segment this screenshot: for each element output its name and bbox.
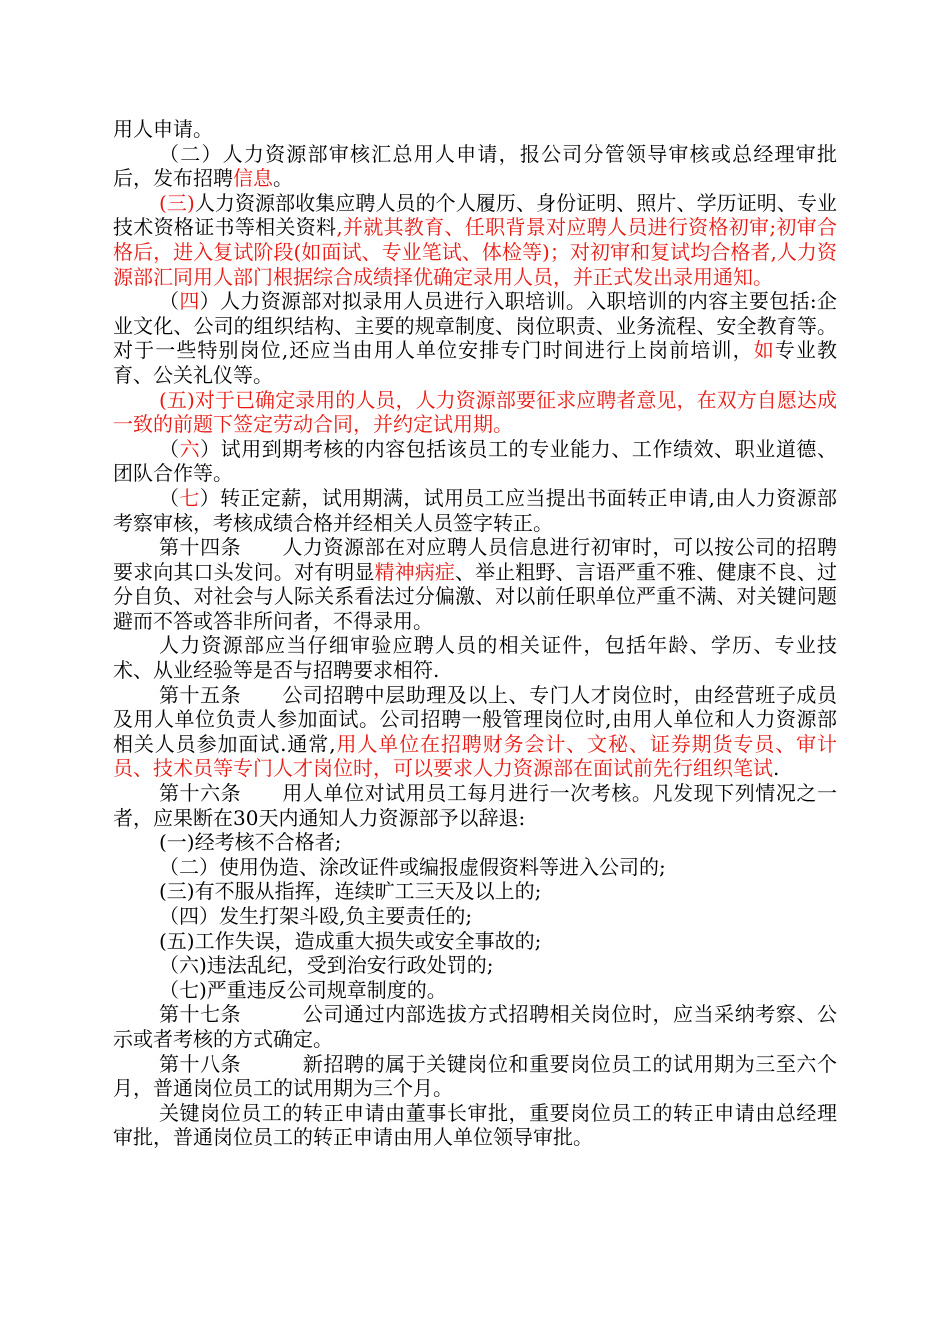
- highlighted-text: 四: [179, 289, 200, 314]
- paragraph: [113, 437, 837, 486]
- text-run: (一)经考核不合格者;: [159, 830, 342, 855]
- text-run: (三)有不服从指挥，连续旷工三天及以上的;: [159, 879, 542, 904]
- text-run: .: [773, 756, 780, 781]
- highlighted-text: 六: [179, 436, 201, 461]
- document-body: [113, 117, 837, 1150]
- text-run: 人力资源部收集应聘人员的个人履历、身份证明、照片、学历证明、专业技术资格证书等相关资料: [113, 190, 837, 240]
- paragraph: [113, 929, 837, 954]
- text-run: 用人申请。: [113, 117, 213, 141]
- text-run: （七)严重违反公司规章制度的。: [159, 977, 447, 1002]
- paragraph: [113, 633, 837, 682]
- paragraph: [113, 953, 837, 978]
- text-run: （: [159, 289, 180, 314]
- paragraph: [113, 142, 837, 191]
- paragraph: [113, 879, 837, 904]
- text-run: ）人力资源部对拟录用人员进行入职培训。入职培训的内容主要包括:企业文化、公司的组织结构、主要的规章制度、岗位职责、业务流程、安全教育等。对于一些特别岗位,还应当由用人单位安排专门时间进行上岗前培训，: [113, 289, 837, 363]
- paragraph: [113, 535, 837, 633]
- highlighted-text: ,并就其教育、任职背景对应聘人员进行资格初审;初审合格后，进入复试阶段(如面试、专业笔试、体检等)；对初审和复试均合格者,人力资源部汇同用人部门根据综合成绩择优确定录用人员，并正式发出录用通知。: [113, 215, 837, 289]
- text-run: 第十六条 用人单位对试用员工每月进行一次考核。凡发现下列情况之一者，应果断在30天内通知人力资源部予以辞退:: [113, 781, 837, 830]
- text-run: 第十八条 新招聘的属于关键岗位和重要岗位员工的试用期为三至六个月，普通岗位员工的试用期为三个月。: [113, 1051, 837, 1101]
- text-run: （二）人力资源部审核汇总用人申请，报公司分管领导审核或总经理审批后，发布招聘: [113, 141, 837, 191]
- text-run: （二）使用伪造、涂改证件或编报虚假资料等进入公司的;: [159, 854, 666, 879]
- paragraph: [113, 388, 837, 437]
- paragraph: [113, 1101, 837, 1150]
- highlighted-text: 七: [179, 485, 200, 510]
- paragraph: [113, 486, 837, 535]
- text-run: 。: [273, 166, 293, 191]
- paragraph: [113, 1002, 837, 1051]
- text-run: （: [159, 485, 180, 510]
- paragraph: [113, 191, 837, 289]
- highlighted-text: 用人单位在招聘财务会计、文秘、证券期货专员、审计员、技术员等专门人才岗位时，可以要求人力资源部在面试前先行组织笔试: [113, 731, 837, 781]
- paragraph: [113, 830, 837, 855]
- text-run: （四）发生打架斗殴,负主要责任的;: [159, 904, 473, 928]
- text-run: 、举止粗野、言语严重不雅、健康不良、过分自负、对社会与人际关系看法过分偏激、对以前任职单位严重不满、对关键问题避而不答或答非所问者，不得录用。: [113, 559, 838, 633]
- text-run: （: [159, 436, 180, 461]
- paragraph: [113, 1052, 837, 1101]
- text-run: 第十五条 公司招聘中层助理及以上、专门人才岗位时，由经营班子成员及用人单位负责人参加面试。公司招聘一般管理岗位时,由用人单位和人力资源部相关人员参加面试.通常,: [113, 682, 837, 756]
- highlighted-text: (三): [159, 190, 195, 215]
- paragraph: [113, 904, 837, 929]
- text-run: 第十七条 公司通过内部选拔方式招聘相关岗位时，应当采纳考察、公示或者考核的方式确定。: [113, 1002, 837, 1051]
- paragraph: [113, 781, 837, 830]
- highlighted-text: 如: [753, 338, 775, 363]
- highlighted-text: 精神病症: [374, 559, 455, 584]
- text-run: 关键岗位员工的转正申请由董事长审批，重要岗位员工的转正申请由总经理审批，普通岗位员工的转正申请由用人单位领导审批。: [113, 1100, 837, 1150]
- text-run: 第十四条 人力资源部在对应聘人员信息进行初审时，可以按公司的招聘要求向其口头发问。对有明显: [113, 535, 837, 584]
- paragraph: [113, 117, 837, 142]
- text-run: ）试用到期考核的内容包括该员工的专业能力、工作绩效、职业道德、团队合作等。: [113, 436, 837, 486]
- highlighted-text: (五)对于已确定录用的人员，人力资源部要征求应聘者意见，在双方自愿达成一致的前题下签定劳动合同，并约定试用期。: [113, 387, 837, 437]
- text-run: （六)违法乱纪，受到治安行政处罚的;: [159, 953, 494, 978]
- paragraph: [113, 978, 837, 1003]
- paragraph: [113, 855, 837, 880]
- highlighted-text: 信息: [233, 166, 273, 191]
- text-run: ）转正定薪，试用期满，试用员工应当提出书面转正申请,由人力资源部考察审核，考核成绩合格并经相关人员签字转正。: [113, 485, 838, 535]
- paragraph: [113, 289, 837, 387]
- text-run: (五)工作失误，造成重大损失或安全事故的;: [159, 928, 542, 953]
- paragraph: [113, 683, 837, 781]
- text-run: 人力资源部应当仔细审验应聘人员的相关证件，包括年龄、学历、专业技术、从业经验等是否与招聘要求相符.: [113, 633, 837, 683]
- text-run: 专业教育、公关礼仪等。: [113, 338, 838, 387]
